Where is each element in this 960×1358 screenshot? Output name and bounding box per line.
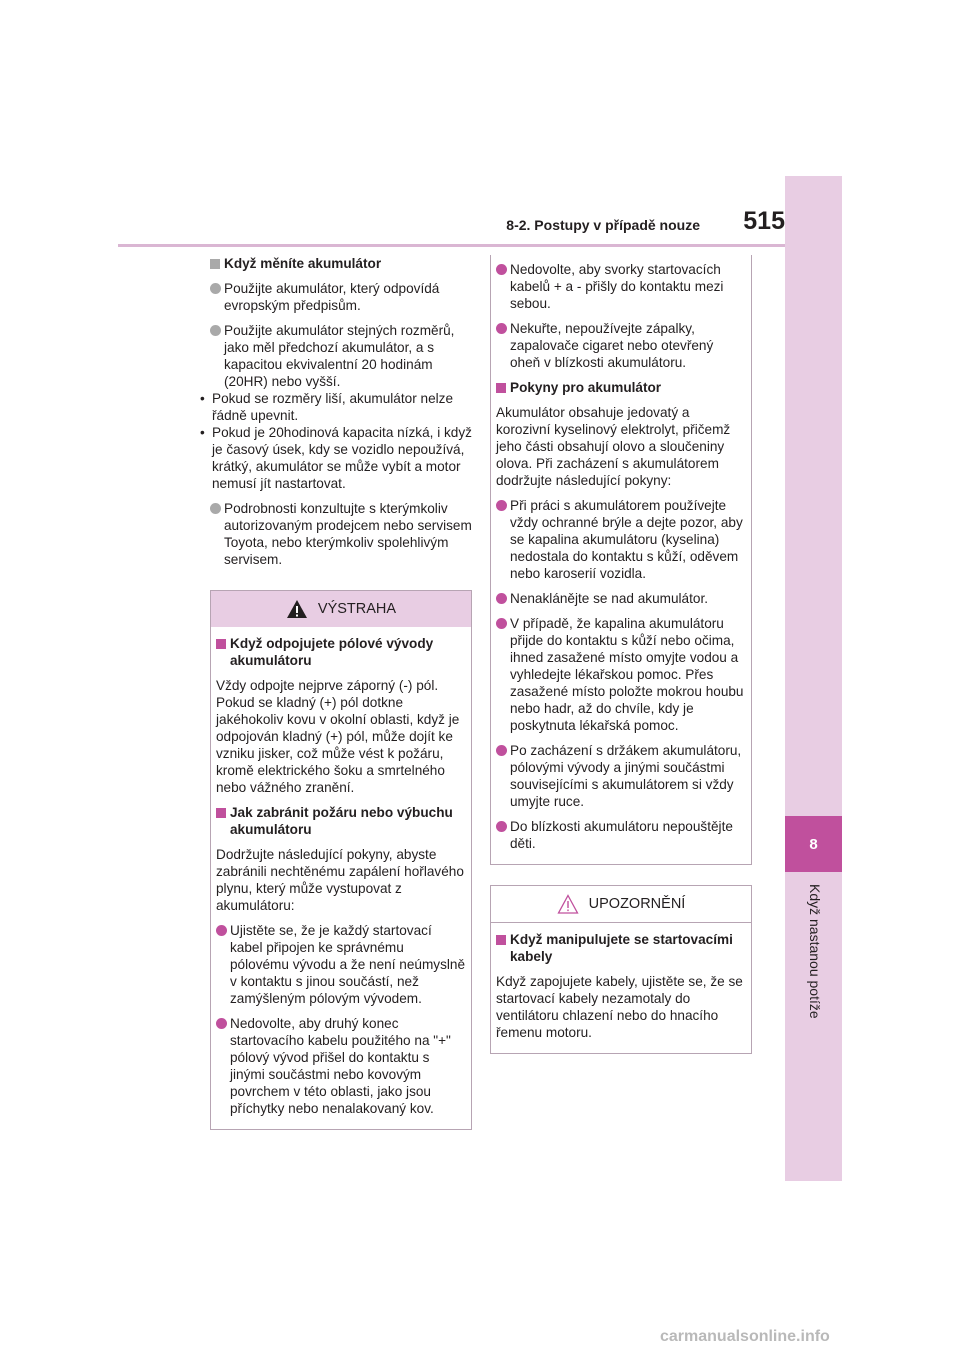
- warning-list-item: Nenaklánějte se nad akumulátor.: [496, 590, 746, 607]
- warning-body-continued: [491, 255, 751, 864]
- sub-list: [196, 390, 472, 492]
- warning-list-item: Ujistěte se, že je každý startovací kabel připojen ke správnému pólovému vývodu a že není neúmyslně v kontaktu s jinou součástí, než zamýšleným pólovým vývodem.: [216, 922, 466, 1007]
- chapter-number: 8: [809, 835, 818, 853]
- warning-list-item: Do blízkosti akumulátoru nepouštějte děti.: [496, 818, 746, 852]
- page-number: 515: [743, 207, 785, 235]
- notice-body: [491, 923, 751, 1053]
- left-column: [210, 255, 472, 1130]
- sub-list-item: • Pokud je 20hodinová kapacita nízká, i když je časový úsek, kdy se vozidlo nepoužívá, krátký, akumulátor se může vybít a motor nemusí jít nastartovat.: [196, 424, 472, 492]
- chapter-number-badge: [785, 816, 842, 872]
- notice-subheading: Když manipulujete se startovacími kabely: [496, 931, 746, 965]
- chapter-title: Když nastanou potíže: [807, 884, 823, 1019]
- warning-list-item: Nekuřte, nepoužívejte zápalky, zapalovače cigaret nebo otevřený oheň v blízkosti akumulátoru.: [496, 320, 746, 371]
- warning-triangle-icon: [286, 599, 308, 619]
- notice-paragraph: Když zapojujete kabely, ujistěte se, že se startovací kabely nezamotaly do ventilátoru chlazení nebo do hnacího řemenu motoru.: [496, 974, 743, 1040]
- list-item: [210, 322, 472, 390]
- warning-box-continued: [490, 255, 752, 865]
- warning-box: [210, 590, 472, 1130]
- caution-triangle-icon: [557, 894, 579, 914]
- warning-subheading: Když odpojujete pólové vývody akumulátoru: [216, 635, 466, 669]
- warning-paragraph: Dodržujte následující pokyny, abyste zabránili nechtěnému zapálení hořlavého plynu, který může vystupovat z akumulátoru:: [216, 847, 464, 913]
- warning-header: [211, 591, 471, 627]
- section-title: 8-2. Postupy v případě nouze: [506, 217, 700, 233]
- watermark-text: carmanualsonline.info: [660, 1328, 830, 1345]
- section-heading: Když měníte akumulátor: [210, 255, 472, 272]
- notice-title: UPOZORNĚNÍ: [588, 895, 686, 912]
- list-item: Použijte akumulátor, který odpovídá evropským předpisům.: [210, 280, 472, 314]
- warning-subheading: Pokyny pro akumulátor: [496, 379, 746, 396]
- warning-title: VÝSTRAHA: [317, 600, 397, 617]
- warning-list-item: V případě, že kapalina akumulátoru přijde do kontaktu s kůží nebo očima, ihned zasažené místo omyjte vodou a vyhledejte lékařskou pomoc. Přes zasažené místo položte mokrou houbu nebo hadr, až do chvíle, kdy je poskytnuta lékařská pomoc.: [496, 615, 746, 734]
- warning-list-item: Při práci s akumulátorem používejte vždy ochranné brýle a dejte pozor, aby se kapalina akumulátoru (kyselina) nedostala do kontaktu s kůží, oděvem nebo karoserií vozidla.: [496, 497, 746, 582]
- right-column: [490, 255, 752, 1054]
- notice-box: [490, 885, 752, 1054]
- warning-list-item: Po zacházení s držákem akumulátoru, pólovými vývody a jinými součástmi souvisejícími s akumulátorem si vždy umyjte ruce.: [496, 742, 746, 810]
- warning-list-item: Nedovolte, aby druhý konec startovacího kabelu použitého na "+" pólový vývod přišel do kontaktu s jinými součástmi nebo kovovým povrchem v této oblasti, jako jsou příchytky nebo nenalakovaný kov.: [216, 1015, 466, 1117]
- warning-paragraph: Vždy odpojte nejprve záporný (-) pól. Pokud se kladný (+) pól dotkne jakéhokoliv kovu v okolní oblasti, když je odpojován kladný (+) pól, může dojít ke vzniku jisker, což může vést k požáru, kromě elektrického šoku a smrtelného nebo vážného zranění.: [216, 678, 460, 795]
- warning-subheading: Jak zabránit požáru nebo výbuchu akumulátoru: [216, 804, 466, 838]
- header-divider: [118, 244, 785, 247]
- list-item-text: Použijte akumulátor stejných rozměrů, jako měl předchozí akumulátor, a s kapacitou ekvivalentní 20 hodinám (20HR) nebo vyšší.: [224, 323, 455, 389]
- list-item: Podrobnosti konzultujte s kterýmkoliv autorizovaným prodejcem nebo servisem Toyota, nebo kterýmkoliv spolehlivým servisem.: [210, 500, 472, 568]
- sub-list-item: • Pokud se rozměry liší, akumulátor nelze řádně upevnit.: [196, 390, 472, 424]
- warning-list-item: Nedovolte, aby svorky startovacích kabelů + a - přišly do kontaktu mezi sebou.: [496, 261, 746, 312]
- notice-header: [491, 886, 751, 923]
- warning-paragraph: Akumulátor obsahuje jedovatý a korozivní kyselinový elektrolyt, přičemž jeho části obsahují olovo a sloučeniny olova. Při zacházení s akumulátorem dodržujte následující pokyny:: [496, 405, 731, 488]
- warning-body: [211, 627, 471, 1129]
